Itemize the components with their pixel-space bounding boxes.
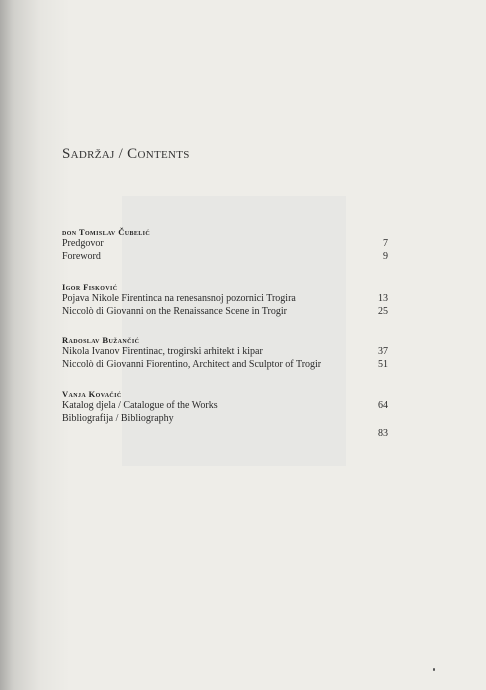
entry-title: Katalog djela / Catalogue of the Works — [62, 400, 218, 411]
toc-entry — [62, 293, 392, 306]
entry-title: Niccolò di Giovanni Fiorentino, Architect and Sculptor of Trogir — [62, 358, 322, 370]
entry-title: Nikola Ivanov Firentinac, trogirski arhitekt i kipar — [62, 346, 263, 357]
entry-title: Foreword — [62, 250, 101, 262]
toc-section-buzancic — [62, 334, 392, 371]
page-title: Sadržaj / Contents — [62, 146, 190, 162]
toc-section-kovacic — [62, 388, 392, 425]
section-author: Igor Fisković — [62, 282, 118, 292]
entry-page: 7 — [383, 238, 388, 249]
entry-page: 83 — [378, 428, 388, 439]
entry-title: Niccolò di Giovanni on the Renaissance Scene in Trogir — [62, 305, 287, 317]
entry-page: 37 — [378, 346, 388, 357]
entry-page: 9 — [383, 250, 388, 262]
entry-page: 64 — [378, 400, 388, 411]
entry-page: 13 — [378, 293, 388, 304]
entry-page: 51 — [378, 358, 388, 370]
toc-entry — [62, 359, 392, 372]
toc-entry — [62, 251, 392, 264]
section-author: Vanja Kovačić — [62, 389, 122, 399]
toc-section-fiskovic — [62, 281, 392, 318]
toc-entry — [62, 238, 392, 251]
toc-section-cubelic — [62, 226, 392, 263]
section-author: don Tomislav Čubelić — [62, 227, 151, 237]
toc-entry — [62, 400, 392, 413]
entry-title: Pojava Nikole Firentinca na renesansnoj pozornici Trogira — [62, 293, 296, 304]
entry-title: Predgovor — [62, 238, 104, 249]
toc-entry — [62, 346, 392, 359]
paper-speck — [433, 668, 435, 671]
entry-title: Bibliografija / Bibliography — [62, 412, 174, 424]
section-author: Radoslav Bužančić — [62, 335, 140, 345]
toc-entry — [62, 306, 392, 319]
entry-page: 25 — [378, 305, 388, 317]
toc-entry — [62, 413, 392, 426]
